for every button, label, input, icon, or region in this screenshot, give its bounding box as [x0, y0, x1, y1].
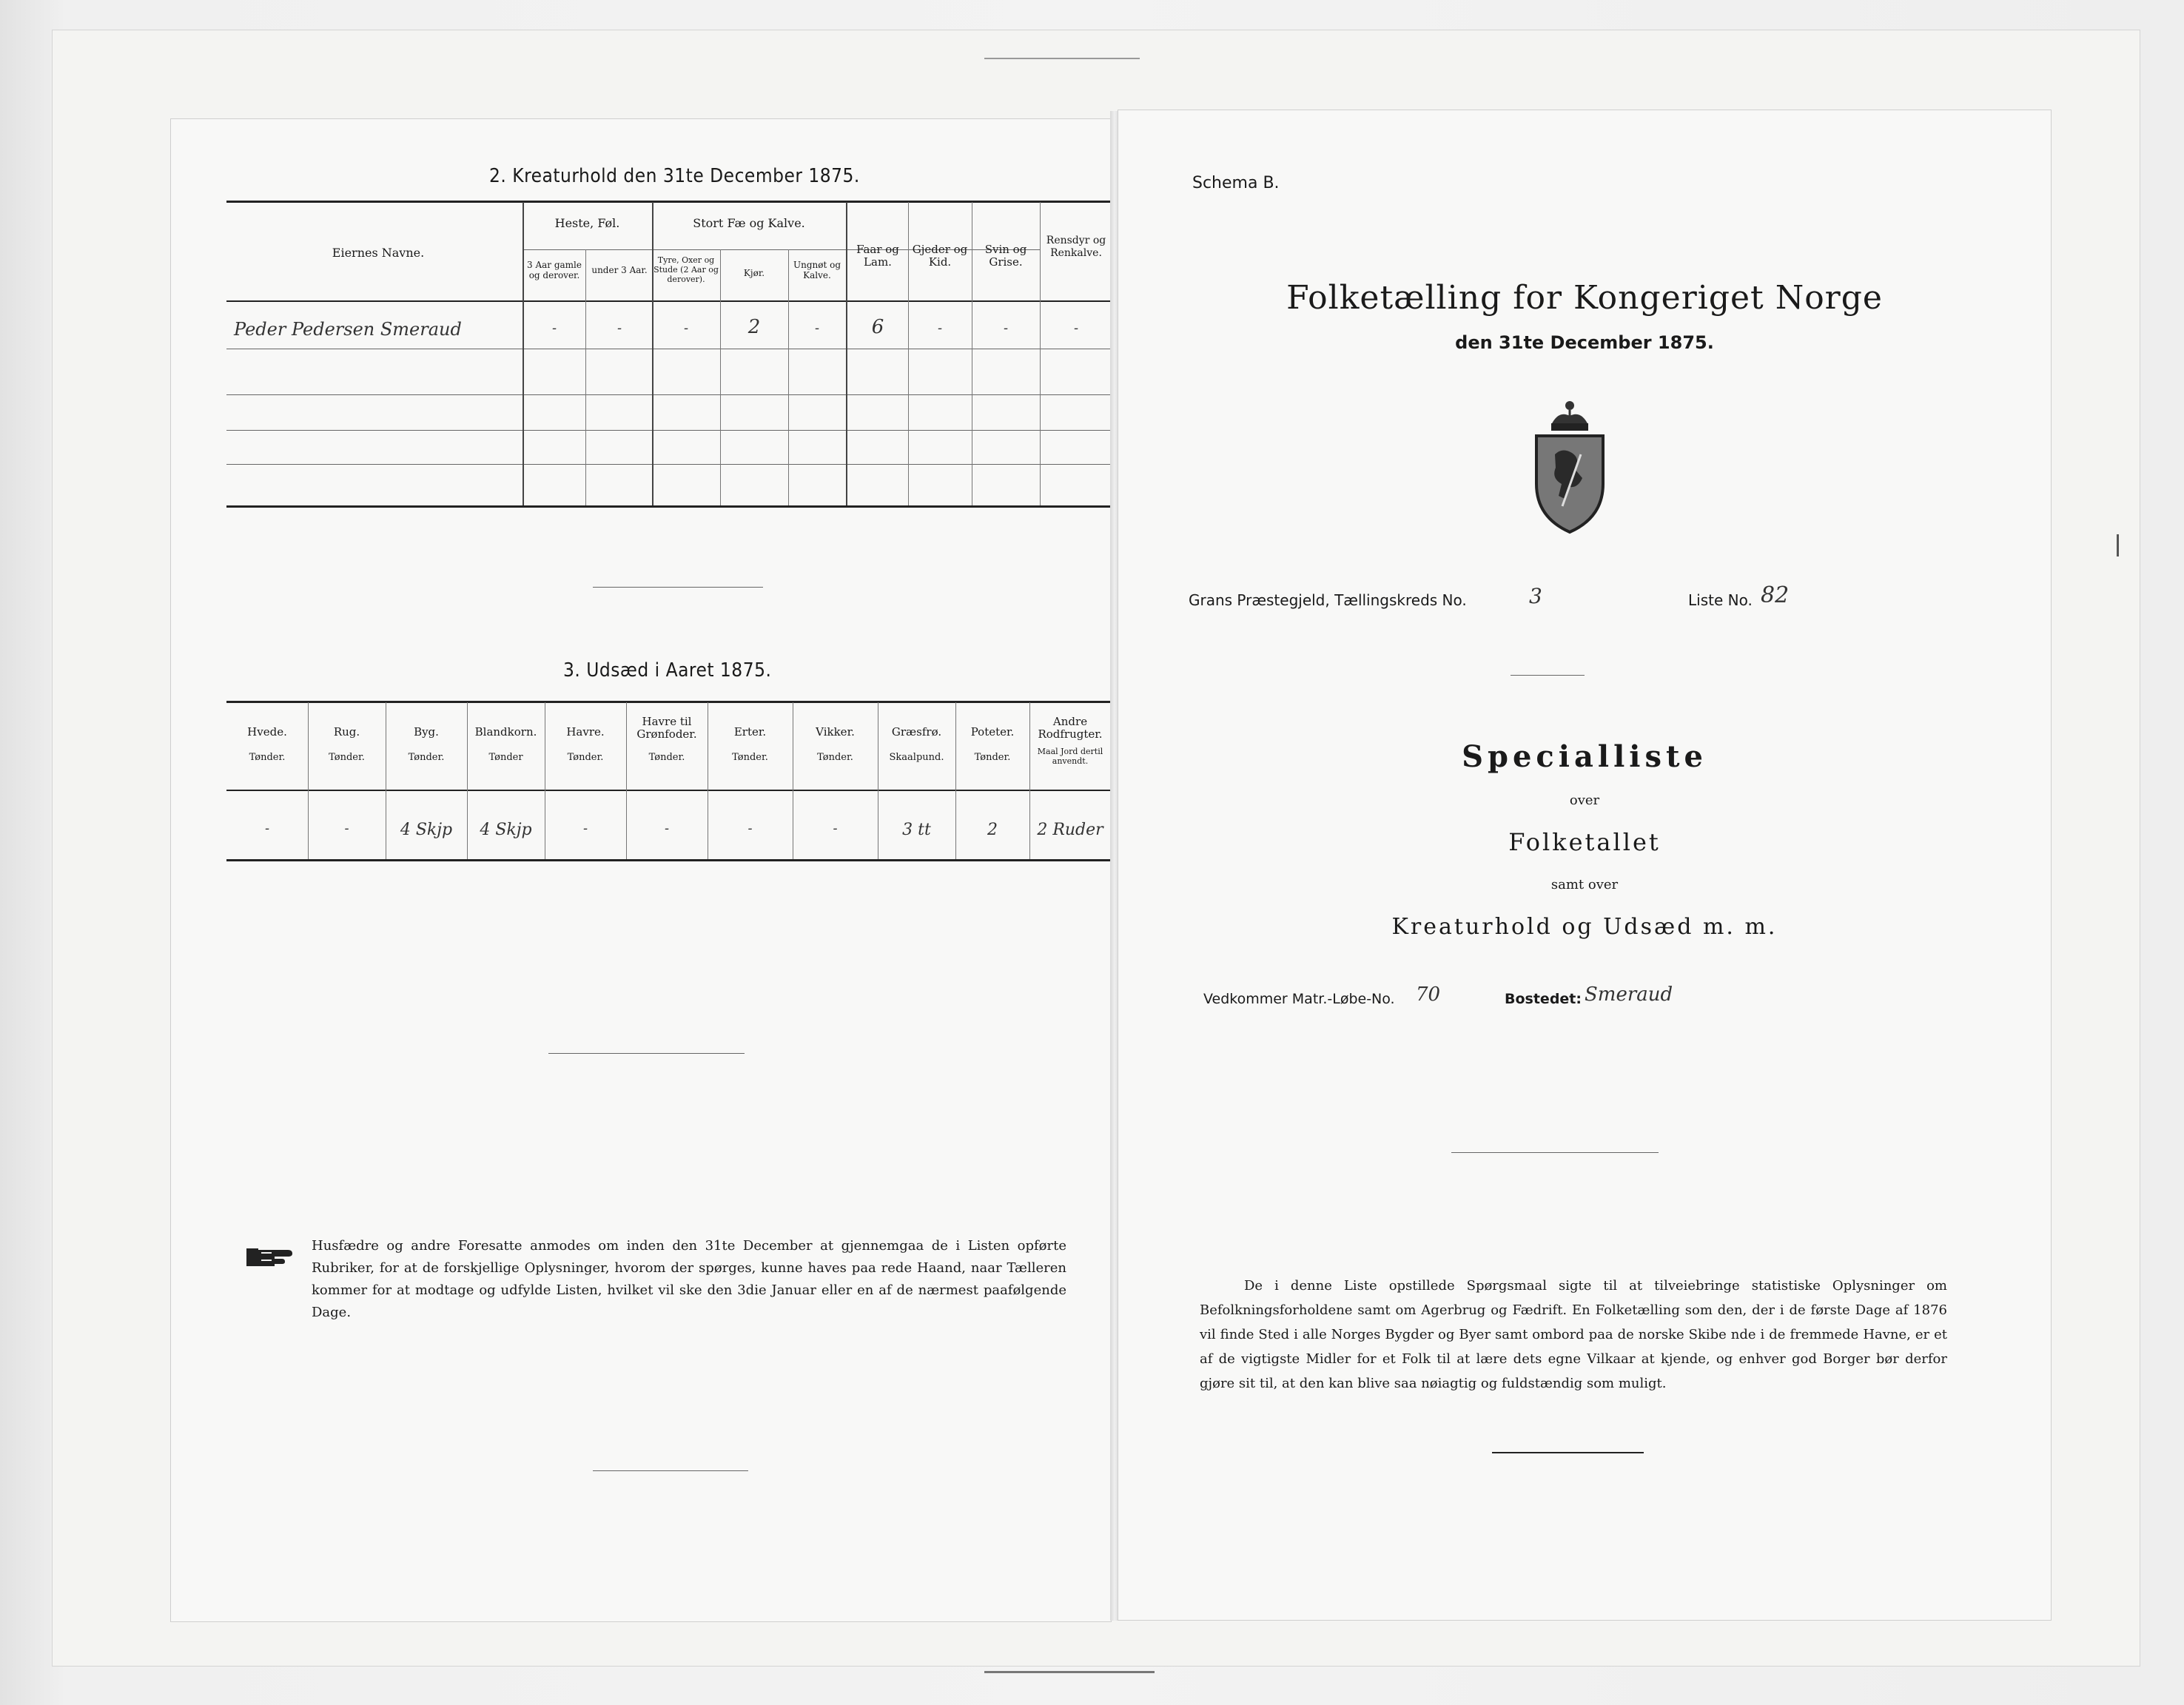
s2-cell-reindeer: -	[1073, 320, 1079, 336]
folketallet-heading: Folketallet	[1508, 828, 1661, 856]
s2-cell-pigs: -	[1003, 320, 1009, 336]
district-number: 3	[1529, 584, 1542, 608]
over-text-1: over	[1569, 793, 1600, 808]
s3-header-unit: Tønder.	[648, 752, 685, 763]
special-list-title: Specialliste	[1462, 739, 1707, 774]
separator-rule	[593, 587, 763, 588]
s2-row-line	[226, 394, 1111, 395]
census-title: Folketælling for Kongeriget Norge	[1286, 279, 1883, 317]
s2-col-line	[585, 249, 586, 505]
s3-header-unit: Tønder.	[329, 752, 365, 763]
s2-owner-name: Peder Pedersen Smeraud	[234, 319, 462, 340]
s3-header-unit: Tønder.	[408, 752, 445, 763]
s3-header-col: Andre Rodfrugter.	[1038, 715, 1103, 741]
s2-header-cattle-b: Kjør.	[743, 268, 765, 278]
separator-rule	[1492, 1452, 1644, 1453]
s3-header-col: Havre til Grønfoder.	[636, 715, 697, 741]
section3-title: 3. Udsæd i Aaret 1875.	[563, 659, 772, 682]
s3-header-col: Poteter.	[970, 725, 1015, 739]
s2-header-horses: Heste, Føl.	[554, 216, 620, 230]
s3-bottom-rule	[226, 859, 1111, 861]
s2-row-line	[226, 464, 1111, 465]
s3-header-unit: Tønder.	[249, 752, 286, 763]
s3-header-unit: Skaalpund.	[889, 752, 944, 763]
bosted-label: Bostedet:	[1505, 991, 1582, 1007]
norway-coat-of-arms-icon	[1529, 395, 1610, 536]
s2-header-owner: Eiernes Navne.	[332, 246, 425, 260]
s2-header-bottom-rule	[226, 300, 1111, 302]
right-page	[1118, 110, 2052, 1621]
list-number: 82	[1761, 582, 1790, 608]
s3-header-unit: Tønder	[488, 752, 523, 763]
census-explanation: De i denne Liste opstillede Spørgsmaal sigte til at tilveiebringe statistiske Oplysninger om Befolkningsforholdene samt om Agerbrug og Fædrift. En Folketælling som den, der i de første Dage af 1876 vil finde Sted i alle Norges Bygder og Byer samt ombord paa de norske Skibe nde i de fremmede Havne, er et af de vigtigste Midler for et Folk til at lære dets egne Vilkaar at kjende, og enhver god Borger bør derfor gjøre sit til, at den kan blive saa nøiagtig og fuldstændig som muligt.	[1200, 1278, 1947, 1391]
s2-cell-cattle-a: -	[683, 320, 689, 336]
separator-rule	[548, 1053, 745, 1054]
s3-value-cell: 2	[987, 821, 998, 839]
s3-value-cell: -	[344, 821, 349, 836]
separator-rule	[1451, 1152, 1659, 1153]
s2-header-reindeer: Rensdyr og Renkalve.	[1046, 235, 1106, 259]
s3-header-unit: Tønder.	[817, 752, 853, 763]
s2-bottom-rule	[226, 505, 1111, 508]
scan-mark	[984, 1671, 1155, 1673]
s2-col-line	[652, 202, 653, 505]
s3-header-unit: Tønder.	[567, 752, 604, 763]
s2-col-line	[1040, 202, 1041, 505]
s2-cell-sheep: 6	[871, 316, 884, 338]
s3-value-cell: -	[664, 821, 670, 836]
s2-header-sheep: Faar og Lam.	[856, 243, 899, 269]
instructions-notice: Husfædre og andre Foresatte anmodes om inden den 31te December at gjennemgaa de i Listen opførte Rubriker, for at de forskjellige Oplysninger, hvorom der spørges, kunne haves paa rede Haand, naar Tælleren kommer for at modtage og udfylde Listen, hvilket vil ske den 3die Januar eller en af de nærmest paafølgende Dage.	[312, 1238, 1066, 1320]
district-label: Grans Præstegjeld, Tællingskreds No.	[1189, 591, 1467, 609]
s3-value-cell: 3 tt	[902, 821, 931, 839]
s2-cell-goats: -	[937, 320, 943, 336]
s3-value-cell: 4 Skjp	[480, 821, 532, 839]
s3-value-cell: 2 Ruder	[1037, 821, 1103, 839]
s3-value-cell: -	[747, 821, 753, 836]
s2-header-horses-a: 3 Aar gamle og derover.	[527, 260, 582, 280]
census-date: den 31te December 1875.	[1455, 332, 1714, 353]
s3-header-col: Vikker.	[816, 725, 855, 739]
samt-over-text: samt over	[1550, 877, 1619, 892]
s3-header-col: Hvede.	[247, 725, 287, 739]
s3-header-unit: Tønder.	[732, 752, 768, 763]
s2-header-goats: Gjeder og Kid.	[912, 243, 968, 269]
s2-header-cattle: Stort Fæ og Kalve.	[693, 216, 805, 230]
s2-col-line	[788, 249, 789, 505]
s3-header-col: Erter.	[733, 725, 767, 739]
s3-header-col: Blandkorn.	[474, 725, 537, 739]
s3-value-cell: -	[264, 821, 270, 836]
s2-col-line	[720, 249, 721, 505]
s2-cell-horses-b: -	[616, 320, 622, 336]
s2-col-line	[523, 202, 524, 505]
s3-header-col: Havre.	[566, 725, 605, 739]
s3-header-unit: Tønder.	[974, 752, 1011, 763]
left-page	[170, 118, 1112, 1622]
s3-header-col: Græsfrø.	[891, 725, 942, 739]
s2-header-horses-b: under 3 Aar.	[591, 265, 648, 275]
s3-value-cell: -	[833, 821, 838, 836]
s2-col-line	[846, 202, 847, 505]
s3-header-bottom-rule	[226, 790, 1111, 791]
s3-header-col: Rug.	[333, 725, 360, 739]
schema-label: Schema B.	[1192, 174, 1280, 192]
s3-value-cell: 4 Skjp	[400, 821, 453, 839]
s3-header-col: Byg.	[414, 725, 439, 739]
matr-number: 70	[1416, 983, 1441, 1006]
s2-header-cattle-c: Ungnøt og Kalve.	[793, 260, 841, 280]
list-label: Liste No.	[1688, 591, 1753, 609]
separator-rule	[593, 1470, 748, 1471]
s2-top-rule	[226, 201, 1111, 203]
kreaturhold-heading: Kreaturhold og Udsæd m. m.	[1391, 914, 1778, 940]
s2-row-line	[226, 430, 1111, 431]
pointing-hand-icon	[245, 1244, 297, 1271]
scan-mark	[984, 58, 1140, 59]
s3-value-cell: -	[582, 821, 588, 836]
s3-header-unit: Maal Jord dertil anvendt.	[1037, 747, 1103, 766]
separator-rule	[1511, 675, 1585, 676]
s2-header-cattle-a: Tyre, Oxer og Stude (2 Aar og derover).	[653, 255, 719, 284]
bosted-value: Smeraud	[1585, 983, 1673, 1006]
s2-cell-cattle-b: 2	[747, 316, 761, 338]
s2-cell-cattle-c: -	[814, 320, 820, 336]
s2-header-pigs: Svin og Grise.	[984, 243, 1027, 269]
section2-title: 2. Kreaturhold den 31te December 1875.	[489, 165, 860, 187]
s3-top-rule	[226, 701, 1111, 703]
scan-mark	[2117, 534, 2119, 556]
matr-label: Vedkommer Matr.-Løbe-No.	[1203, 991, 1395, 1007]
s2-col-line	[908, 202, 909, 505]
s2-cell-horses-a: -	[551, 320, 557, 336]
